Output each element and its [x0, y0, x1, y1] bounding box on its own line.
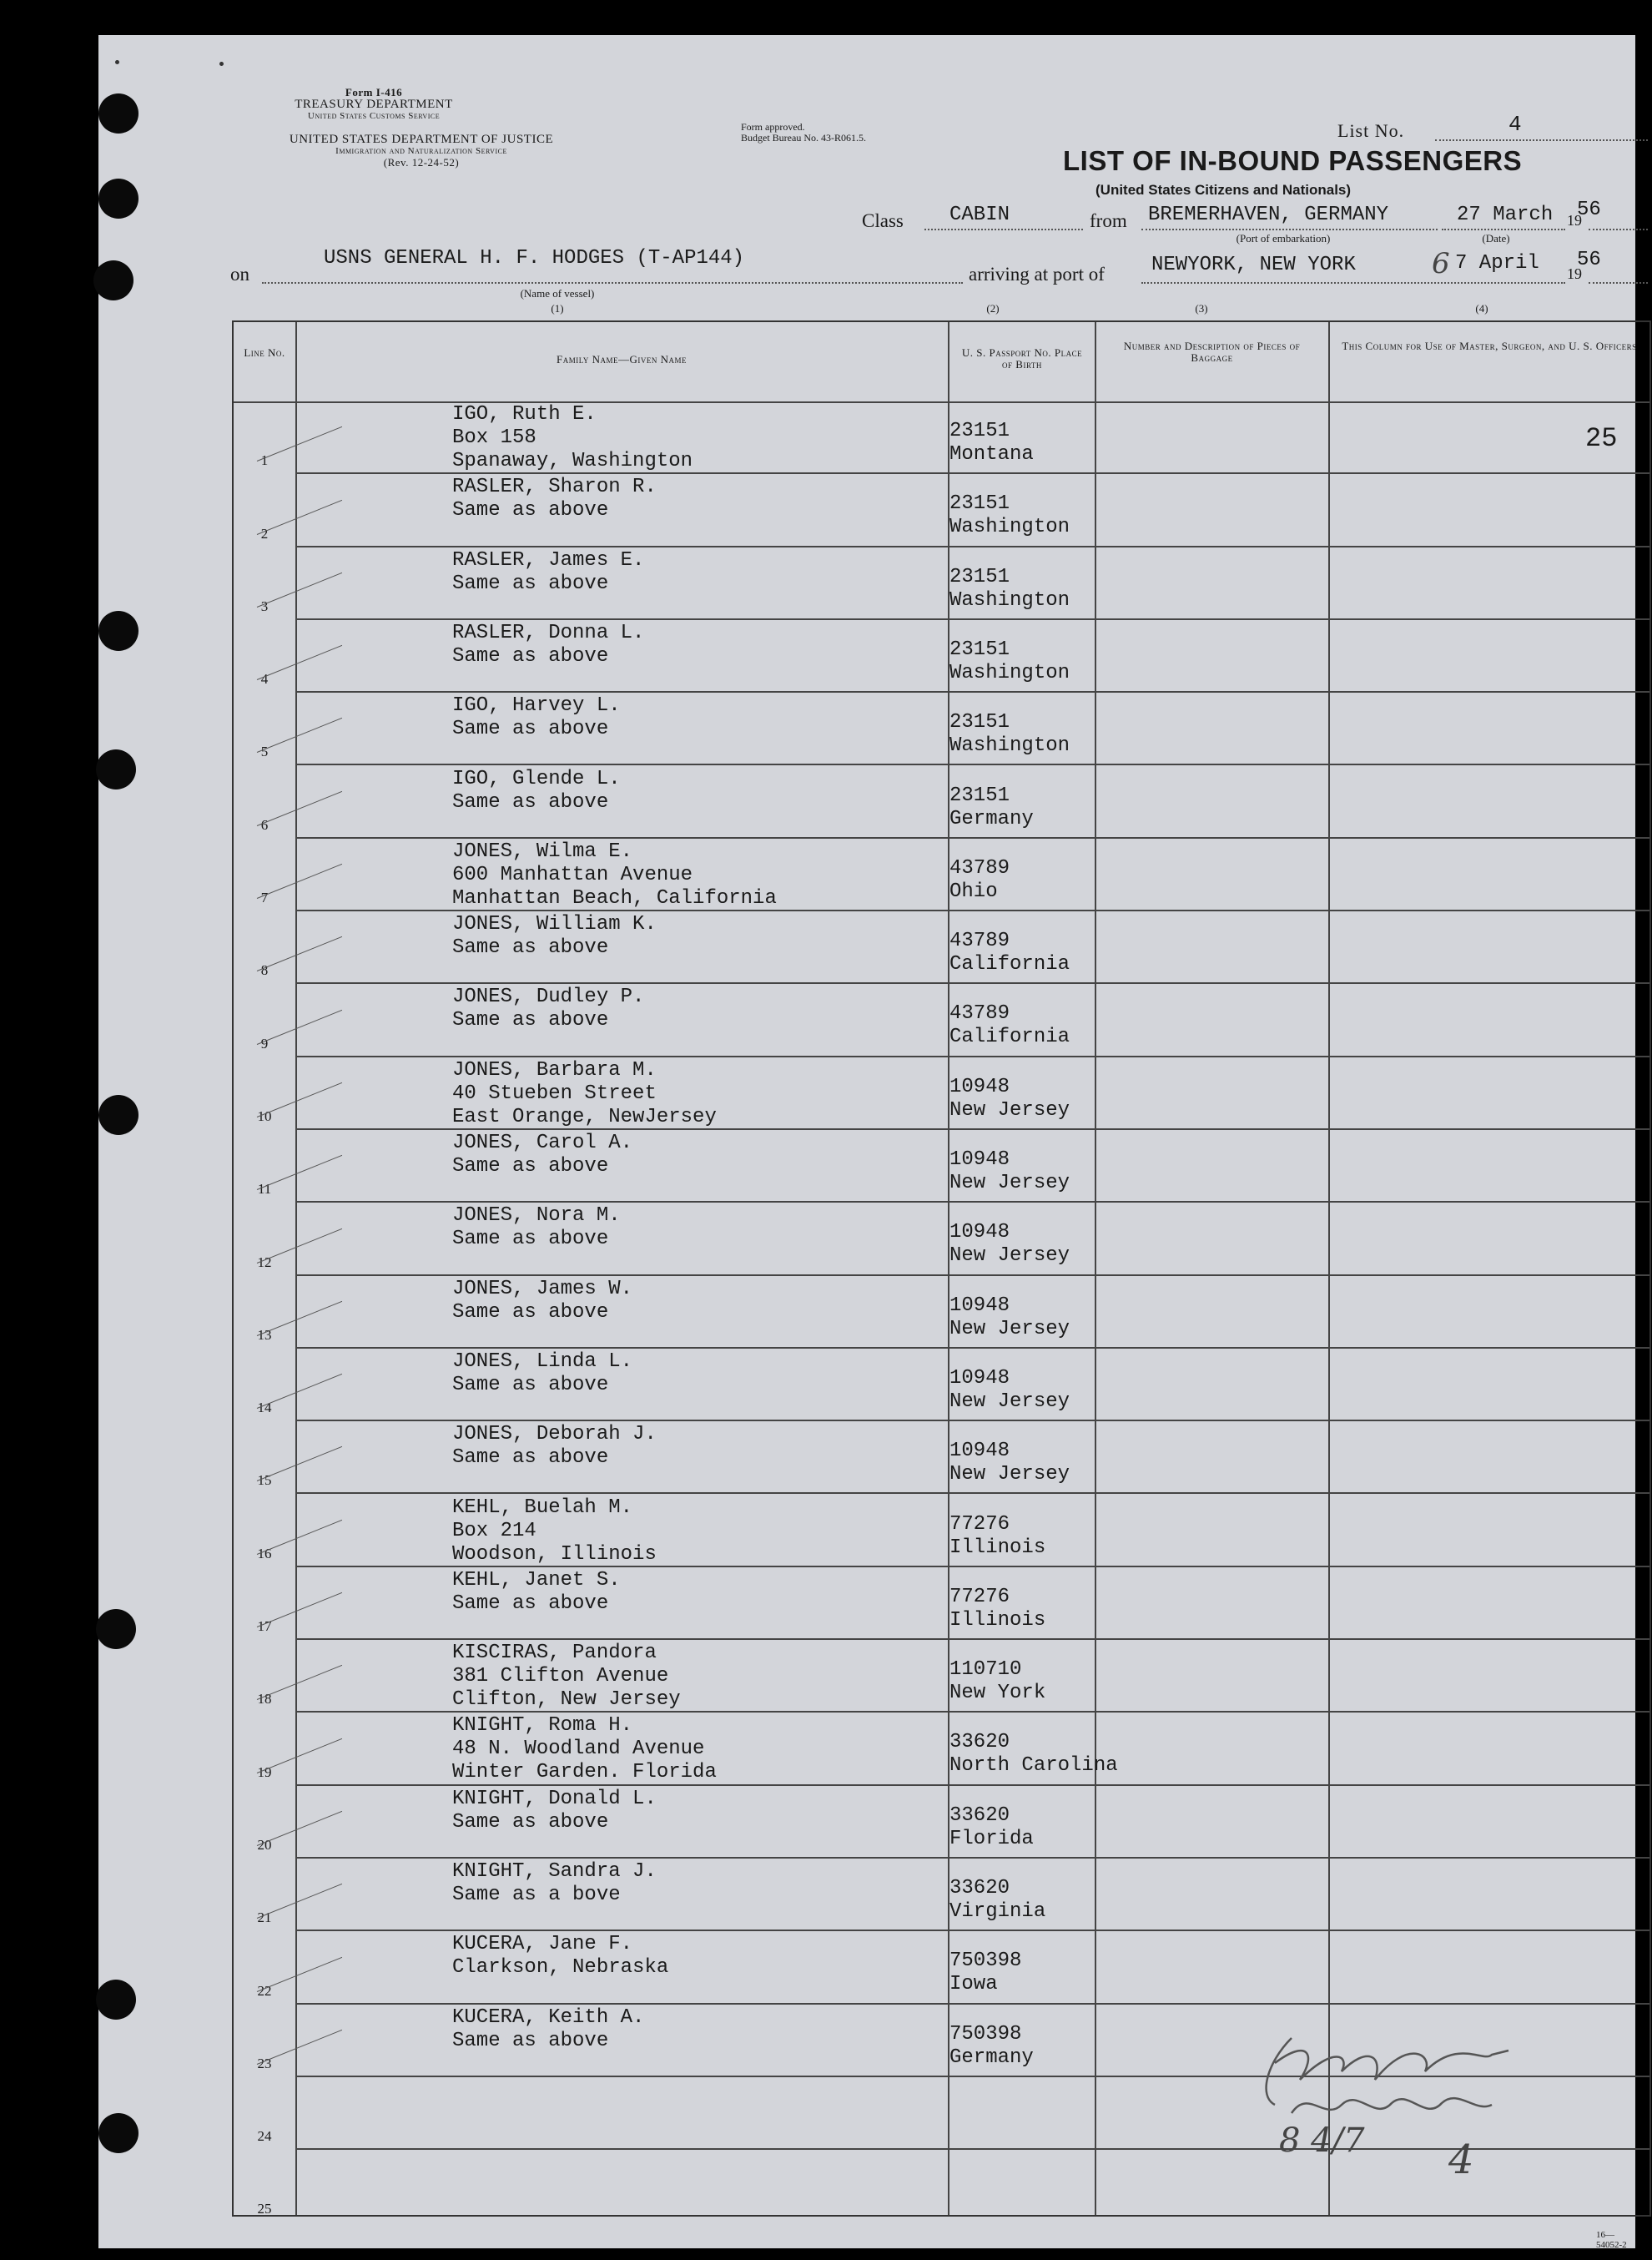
address-line-1: Same as above: [452, 1300, 609, 1324]
check-mark: [257, 1010, 342, 1045]
check-mark: [257, 1811, 342, 1846]
col-header-line: Line No.: [244, 346, 285, 359]
table-row: [234, 1859, 1649, 1931]
place-of-birth: Montana: [949, 443, 1034, 466]
binder-hole: [98, 179, 139, 219]
passenger-name: RASLER, Sharon R.: [452, 476, 657, 499]
approval-note: [741, 122, 866, 144]
passenger-name: KNIGHT, Roma H.: [452, 1714, 633, 1738]
address-line-1: Same as above: [452, 1009, 609, 1032]
passenger-name: KUCERA, Keith A.: [452, 2005, 645, 2029]
place-of-birth: Iowa: [949, 1973, 998, 1996]
table-row: [234, 1057, 1649, 1130]
binder-hole: [96, 749, 136, 789]
from-label: from: [1090, 210, 1127, 231]
table-row: [234, 766, 1649, 839]
line-number: 15: [257, 1472, 272, 1489]
binder-hole: [98, 1095, 139, 1135]
year1-line: [1589, 229, 1648, 230]
binder-hole: [98, 611, 139, 651]
passport-number: 23151: [949, 711, 1010, 734]
passport-number: 23151: [949, 492, 1010, 516]
passenger-name: KUCERA, Jane F.: [452, 1933, 633, 1956]
passport-number: 43789: [949, 1002, 1010, 1026]
table-row: [234, 620, 1649, 693]
passport-number: 33620: [949, 1731, 1010, 1754]
check-mark: [257, 1082, 342, 1117]
passenger-name: JONES, Deborah J.: [452, 1423, 657, 1446]
vessel-name: USNS GENERAL H. F. HODGES (T-AP144): [324, 247, 745, 270]
line-number: 2: [260, 525, 269, 542]
place-of-birth: Washington: [949, 588, 1070, 612]
address-line-1: Same as above: [452, 1810, 609, 1834]
passport-number: 43789: [949, 856, 1010, 880]
officer-signature: [1242, 2005, 1609, 2138]
address-line-2: Spanaway, Washington: [452, 450, 693, 472]
passport-number: 43789: [949, 930, 1010, 953]
justice-dept: UNITED STATES DEPARTMENT OF JUSTICE: [289, 133, 554, 146]
from-line: [1141, 229, 1438, 230]
treasury-dept: TREASURY DEPARTMENT: [295, 98, 453, 111]
page-subtitle: (United States Citizens and Nationals): [1095, 182, 1352, 198]
address-line-2: Winter Garden. Florida: [452, 1761, 717, 1784]
line-number: 16: [257, 1545, 272, 1561]
passenger-name: JONES, Dudley P.: [452, 986, 645, 1009]
check-mark: [257, 499, 342, 534]
col-num-3: (3): [1195, 302, 1208, 315]
year2-value: 56: [1577, 249, 1601, 271]
date2-hand-correction: 6: [1432, 247, 1450, 280]
address-line-1: Same as above: [452, 1155, 609, 1178]
passport-number: 10948: [949, 1366, 1010, 1390]
place-of-birth: Virginia: [949, 1900, 1046, 1923]
table-row: [234, 1567, 1649, 1640]
place-of-birth: Washington: [949, 516, 1070, 539]
form-identity: [224, 87, 524, 122]
print-code: 16—54052-2: [1596, 2230, 1627, 2250]
address-line-2: Manhattan Beach, California: [452, 886, 777, 910]
line-number: 7: [260, 890, 269, 906]
list-no-line: [1435, 139, 1648, 141]
line-number: 17: [257, 1618, 272, 1635]
passport-number: 23151: [949, 784, 1010, 807]
place-of-birth: New Jersey: [949, 1098, 1070, 1122]
table-row: [234, 1931, 1649, 2004]
check-mark: [257, 1228, 342, 1263]
officer-tally: 25: [1585, 423, 1618, 454]
table-row: [234, 693, 1649, 765]
line-number: 19: [257, 1763, 272, 1780]
passenger-name: KNIGHT, Sandra J.: [452, 1860, 657, 1883]
check-mark: [257, 573, 342, 608]
address-line-1: Clarkson, Nebraska: [452, 1956, 669, 1980]
col-header-officers: This Column for Use of Master, Surgeon, and U. S. Officers: [1342, 340, 1637, 352]
place-of-birth: New Jersey: [949, 1463, 1070, 1486]
address-line-1: Same as above: [452, 718, 609, 741]
place-of-birth: North Carolina: [949, 1754, 1118, 1778]
address-line-1: Same as above: [452, 1446, 609, 1470]
vessel-caption: (Name of vessel): [520, 287, 595, 300]
table-row: [234, 1495, 1649, 1567]
place-of-birth: Illinois: [949, 1536, 1046, 1559]
check-mark: [257, 1592, 342, 1627]
passport-number: 77276: [949, 1585, 1010, 1608]
place-of-birth: Illinois: [949, 1608, 1046, 1632]
passport-number: 23151: [949, 420, 1010, 442]
line-number: 20: [257, 1836, 272, 1853]
from-value: BREMERHAVEN, GERMANY: [1148, 204, 1389, 226]
passport-number: 23151: [949, 565, 1010, 588]
address-line-1: Same as a bove: [452, 1884, 621, 1906]
table-row: [234, 1786, 1649, 1859]
passenger-name: IGO, Glende L.: [452, 767, 621, 790]
place-of-birth: California: [949, 1026, 1070, 1049]
address-line-1: Box 214: [452, 1519, 536, 1542]
place-of-birth: New Jersey: [949, 1244, 1070, 1268]
line-number: 6: [260, 816, 269, 833]
speck: [219, 62, 224, 66]
address-line-1: 600 Manhattan Avenue: [452, 863, 693, 886]
arrival-line: [1141, 282, 1565, 284]
place-of-birth: Ohio: [949, 880, 998, 903]
passport-number: 77276: [949, 1512, 1010, 1536]
class-label: Class: [862, 210, 904, 231]
date2-value: 7 April: [1455, 252, 1539, 275]
date-caption: (Date): [1482, 232, 1510, 245]
table-row: [234, 984, 1649, 1057]
passport-number: 10948: [949, 1440, 1010, 1463]
arriving-label: arriving at port of: [969, 264, 1105, 285]
check-mark: [257, 1374, 342, 1409]
passport-number: 750398: [949, 2022, 1022, 2046]
binder-hole: [98, 93, 139, 134]
hand-note-number: 4: [1448, 2136, 1474, 2183]
page-title: LIST OF IN-BOUND PASSENGERS: [1063, 145, 1523, 176]
passenger-name: KEHL, Janet S.: [452, 1568, 621, 1592]
check-mark: [257, 1301, 342, 1336]
table-row: [234, 1276, 1649, 1349]
hand-note-fraction: 8 4/7: [1279, 2121, 1365, 2160]
place-of-birth: New Jersey: [949, 1172, 1070, 1194]
line-number: 8: [260, 962, 269, 979]
table-row: [234, 1640, 1649, 1713]
table-row: [234, 1421, 1649, 1494]
address-line-1: 381 Clifton Avenue: [452, 1665, 669, 1688]
vessel-line: [262, 282, 963, 284]
address-line-1: Same as above: [452, 936, 609, 960]
binder-hole: [93, 260, 133, 300]
table-row: [234, 839, 1649, 911]
year2-line: [1589, 282, 1648, 284]
address-line-1: Box 158: [452, 426, 536, 449]
col-header-passport: U. S. Passport No. Place of Birth: [961, 346, 1083, 371]
address-line-2: Woodson, Illinois: [452, 1542, 657, 1566]
col-num-1: (1): [551, 302, 564, 315]
port-embark-caption: (Port of embarkation): [1236, 232, 1331, 245]
line-number: 11: [257, 1181, 272, 1198]
line-number: 24: [257, 2128, 272, 2145]
place-of-birth: New Jersey: [949, 1317, 1070, 1340]
passenger-name: JONES, Nora M.: [452, 1204, 621, 1228]
line-number: 14: [257, 1400, 272, 1416]
ins-service: Immigration and Naturalization Service: [335, 146, 507, 156]
table-row: [234, 1713, 1649, 1785]
passenger-name: JONES, William K.: [452, 913, 657, 936]
table-row: [234, 1349, 1649, 1421]
line-number: 25: [257, 2201, 272, 2217]
year1-value: 56: [1577, 199, 1601, 221]
line-number: 12: [257, 1254, 272, 1270]
passport-number: 33620: [949, 1877, 1010, 1899]
place-of-birth: Washington: [949, 734, 1070, 758]
address-line-2: Clifton, New Jersey: [452, 1688, 681, 1712]
passenger-name: KISCIRAS, Pandora: [452, 1642, 657, 1665]
passenger-name: IGO, Ruth E.: [452, 403, 597, 426]
address-line-1: 48 N. Woodland Avenue: [452, 1738, 705, 1761]
arrival-port: NEWYORK, NEW YORK: [1151, 254, 1356, 276]
passport-number: 750398: [949, 1950, 1022, 1973]
passenger-name: JONES, Linda L.: [452, 1349, 633, 1373]
class-value: CABIN: [949, 204, 1010, 226]
check-mark: [257, 1738, 342, 1773]
address-line-1: Same as above: [452, 1592, 609, 1615]
place-of-birth: Germany: [949, 807, 1034, 830]
passenger-name: RASLER, James E.: [452, 548, 645, 572]
address-line-1: Same as above: [452, 790, 609, 814]
passenger-name: JONES, Barbara M.: [452, 1058, 657, 1082]
speck: [115, 60, 119, 64]
address-line-1: Same as above: [452, 499, 609, 522]
check-mark: [257, 864, 342, 899]
place-of-birth: Washington: [949, 661, 1070, 684]
address-line-1: 40 Stueben Street: [452, 1082, 657, 1105]
col-num-2: (2): [986, 302, 1000, 315]
manifest-page: [98, 35, 1635, 2248]
binder-hole: [96, 1980, 136, 2020]
passport-number: 10948: [949, 1075, 1010, 1098]
col-num-4: (4): [1475, 302, 1488, 315]
table-row: [234, 2150, 1649, 2222]
on-label: on: [230, 264, 249, 285]
check-mark: [257, 2030, 342, 2065]
justice-block: [225, 134, 617, 169]
passenger-name: JONES, Wilma E.: [452, 840, 633, 863]
place-of-birth: Florida: [949, 1827, 1034, 1850]
date1-value: 27 March: [1457, 204, 1554, 226]
passenger-table: [232, 320, 1651, 2217]
check-mark: [257, 1956, 342, 1991]
check-mark: [257, 645, 342, 680]
line-number: 22: [257, 1982, 272, 1999]
col-header-name: Family Name—Given Name: [557, 353, 687, 366]
table-row: [234, 474, 1649, 547]
form-approved: Form approved.: [741, 121, 805, 133]
passenger-name: JONES, Carol A.: [452, 1132, 633, 1154]
table-row: [234, 547, 1649, 620]
table-row: [234, 911, 1649, 984]
year1-prefix: 19: [1567, 212, 1582, 229]
passport-number: 10948: [949, 1148, 1010, 1171]
line-number: 10: [257, 1107, 272, 1124]
address-line-1: Same as above: [452, 572, 609, 595]
passenger-name: KNIGHT, Donald L.: [452, 1787, 657, 1810]
line-number: 21: [257, 1909, 272, 1926]
address-line-1: Same as above: [452, 1228, 609, 1251]
binder-hole: [98, 2113, 139, 2153]
class-line: [924, 229, 1083, 230]
place-of-birth: New York: [949, 1682, 1046, 1705]
address-line-1: Same as above: [452, 644, 609, 668]
passenger-name: RASLER, Donna L.: [452, 621, 645, 644]
line-number: 23: [257, 2055, 272, 2071]
address-line-1: Same as above: [452, 1373, 609, 1396]
line-number: 9: [260, 1035, 269, 1052]
check-mark: [257, 791, 342, 826]
date1-line: [1442, 229, 1565, 230]
customs-service: United States Customs Service: [307, 111, 441, 121]
passport-number: 23151: [949, 638, 1010, 661]
line-number: 18: [257, 1691, 272, 1708]
passport-number: 110710: [949, 1658, 1022, 1682]
list-no-value: 4: [1508, 112, 1522, 137]
table-row: [234, 401, 1649, 474]
col-header-baggage: Number and Description of Pieces of Baggage: [1123, 340, 1301, 364]
table-row: [234, 1203, 1649, 1275]
passport-number: 10948: [949, 1221, 1010, 1244]
line-number: 3: [260, 598, 269, 614]
place-of-birth: Germany: [949, 2046, 1034, 2069]
list-no-label: List No.: [1337, 120, 1405, 141]
passenger-name: IGO, Harvey L.: [452, 694, 621, 718]
check-mark: [257, 1520, 342, 1555]
form-number: Form I-416: [345, 86, 403, 98]
line-number: 13: [257, 1326, 272, 1343]
budget-bureau: Budget Bureau No. 43-R061.5.: [741, 132, 866, 144]
passenger-name: JONES, James W.: [452, 1277, 633, 1300]
place-of-birth: New Jersey: [949, 1390, 1070, 1413]
revision: (Rev. 12-24-52): [383, 156, 460, 169]
line-number: 5: [260, 744, 269, 760]
place-of-birth: California: [949, 953, 1070, 976]
line-number: 4: [260, 671, 269, 688]
passport-number: 10948: [949, 1294, 1010, 1317]
year2-prefix: 19: [1567, 265, 1582, 282]
passenger-name: KEHL, Buelah M.: [452, 1496, 633, 1519]
table-row: [234, 1130, 1649, 1203]
line-number: 1: [260, 452, 269, 469]
binder-hole: [96, 1609, 136, 1649]
passport-number: 33620: [949, 1803, 1010, 1827]
address-line-2: East Orange, NewJersey: [452, 1105, 717, 1128]
address-line-1: Same as above: [452, 2029, 609, 2052]
